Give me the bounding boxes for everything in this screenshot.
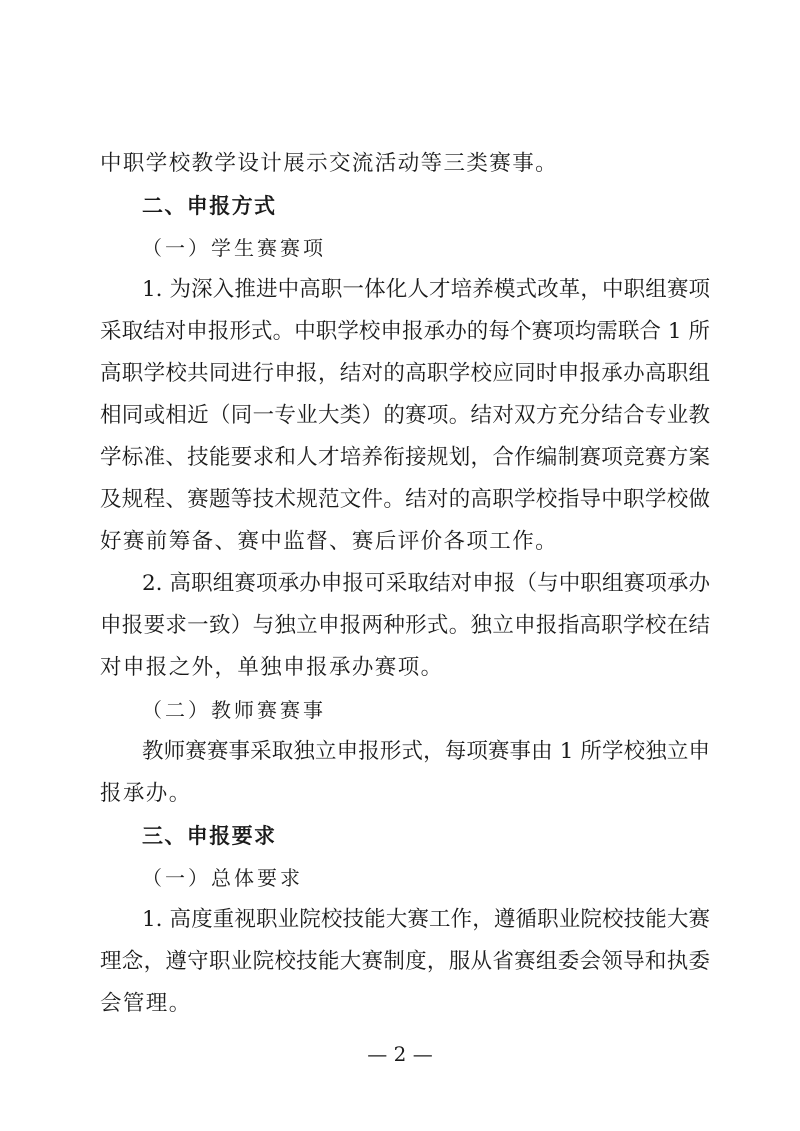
paragraph-line: 1. 为深入推进中高职一体化人才培养模式改革，中职组赛项 — [142, 277, 710, 302]
paragraph-line: 1. 高度重视职业院校技能大赛工作，遵循职业院校技能大赛 — [142, 907, 710, 932]
paragraph-line: 申报要求一致）与独立申报两种形式。独立申报指高职学校在结 — [100, 613, 710, 638]
paragraph-line: 采取结对申报形式。中职学校申报承办的每个赛项均需联合 1 所 — [100, 319, 710, 344]
paragraph-line: 高职学校共同进行申报，结对的高职学校应同时申报承办高职组 — [100, 361, 710, 386]
paragraph-line: 好赛前筹备、赛中监督、赛后评价各项工作。 — [100, 529, 559, 554]
paragraph-line: 相同或相近（同一专业大类）的赛项。结对双方充分结合专业教 — [100, 403, 710, 428]
paragraph-line: 报承办。 — [100, 781, 192, 806]
page-number: — 2 — — [367, 1042, 433, 1066]
paragraph-line: 2. 高职组赛项承办申报可采取结对申报（与中职组赛项承办 — [142, 571, 710, 596]
paragraph-line: 会管理。 — [100, 991, 192, 1016]
paragraph-line: 中职学校教学设计展示交流活动等三类赛事。 — [100, 151, 559, 176]
section-heading: 二、申报方式 — [142, 194, 277, 218]
paragraph-line: 理念，遵守职业院校技能大赛制度，服从省赛组委会领导和执委 — [100, 949, 710, 974]
paragraph-line: 教师赛赛事采取独立申报形式，每项赛事由 1 所学校独立申 — [142, 739, 710, 764]
paragraph-line: 对申报之外，单独申报承办赛项。 — [100, 655, 444, 680]
paragraph-line: 及规程、赛题等技术规范文件。结对的高职学校指导中职学校做 — [100, 487, 710, 512]
subsection-heading: （一）总体要求 — [142, 866, 303, 890]
subsection-heading: （二）教师赛赛事 — [142, 698, 326, 722]
section-heading: 三、申报要求 — [142, 824, 277, 848]
paragraph-line: 学标准、技能要求和人才培养衔接规划，合作编制赛项竞赛方案 — [100, 445, 710, 470]
subsection-heading: （一）学生赛赛项 — [142, 236, 326, 260]
